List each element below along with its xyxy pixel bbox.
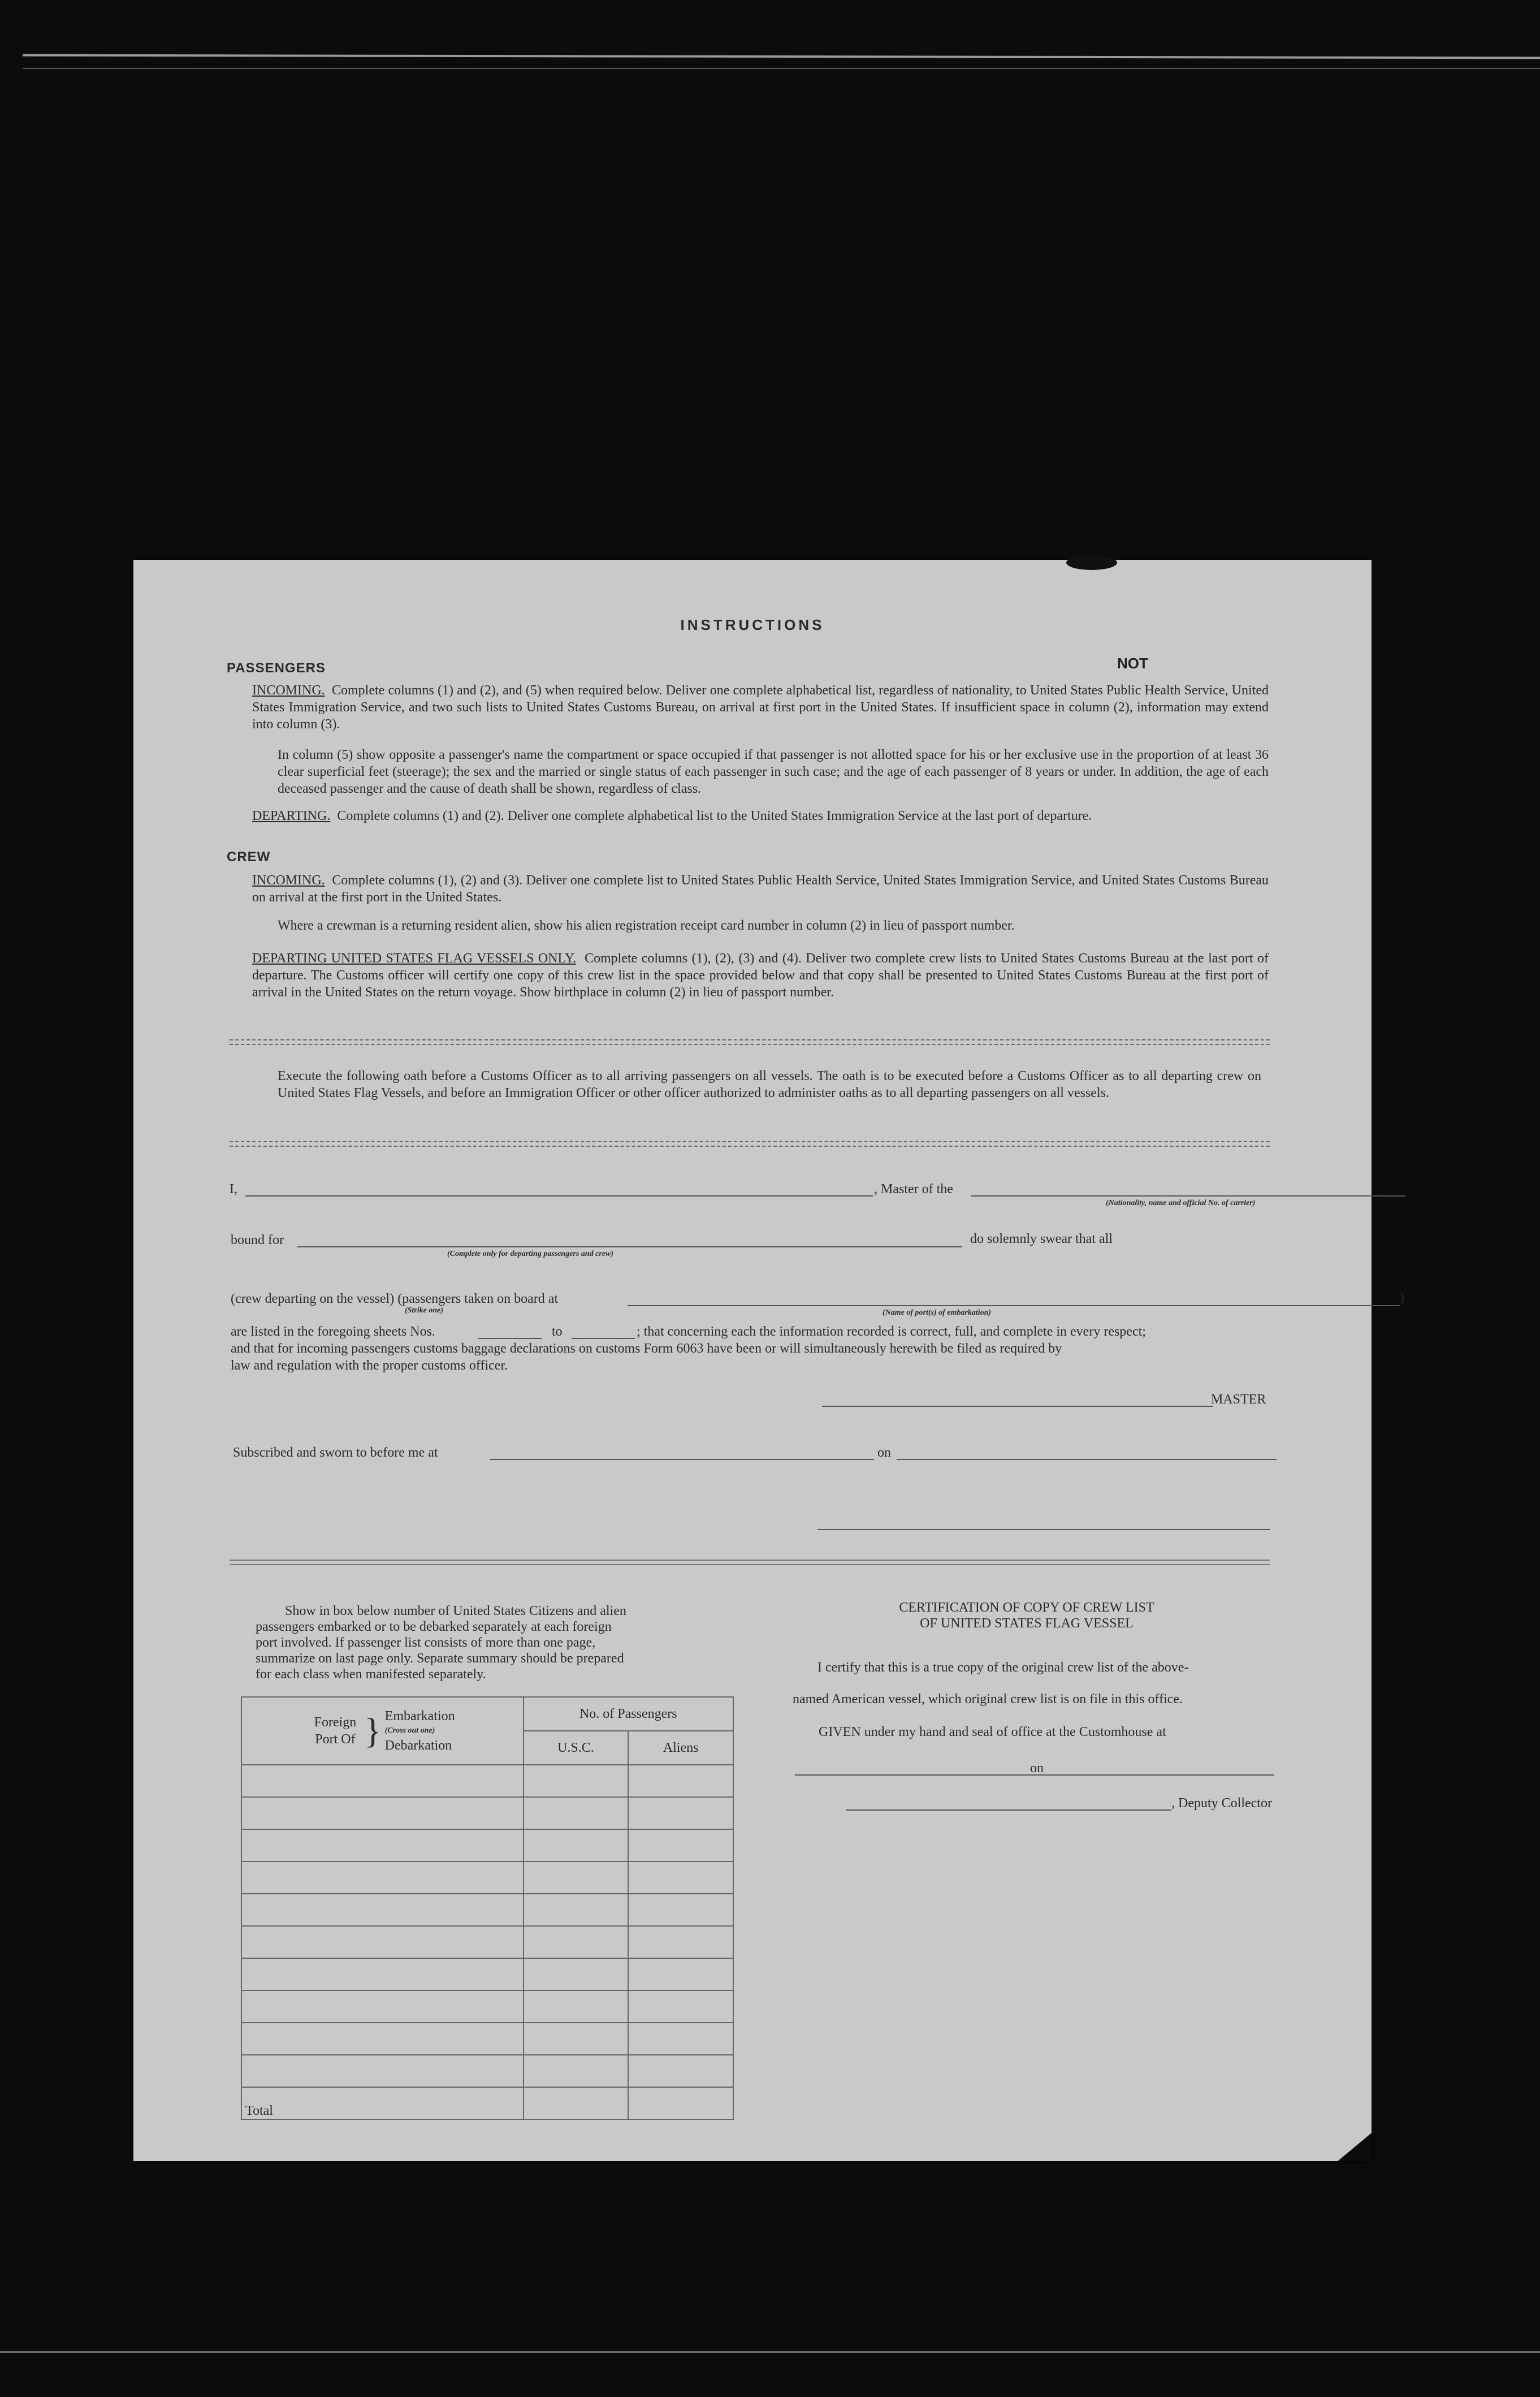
crew-departing-text: Complete columns (1), (2), (3) and (4). Deliver two complete crew lists to United States Customs Bureau at the last port of departure. The Customs officer will certify one copy of this crew list in the space provided below and that copy shall be presented to United States Customs Bureau at the first port of arrival in the United States on the return voyage. Show birthplace in column (2) in lieu of passport number. — [252, 951, 1269, 1000]
usc-total-cell[interactable] — [524, 2087, 629, 2119]
certification-line-1: I certify that this is a true copy of the original crew list of the above- — [817, 1660, 1189, 1675]
usc-cell[interactable] — [524, 2023, 629, 2055]
aliens-cell[interactable] — [628, 1862, 733, 1894]
embarkation-label: Embarkation — [384, 1709, 455, 1724]
aliens-cell[interactable] — [628, 1958, 733, 1990]
certification-line-3: GIVEN under my hand and seal of office at the Customhouse at — [819, 1725, 1166, 1739]
certification-on-label: on — [1030, 1761, 1044, 1776]
port-cell[interactable] — [241, 2023, 524, 2055]
listed-prefix: are listed in the foregoing sheets Nos. — [231, 1324, 435, 1339]
aliens-cell[interactable] — [628, 1797, 733, 1829]
sworn-date-field[interactable] — [897, 1459, 1277, 1460]
usc-cell[interactable] — [524, 1862, 629, 1894]
listed-line2: and that for incoming passengers customs baggage declarations on customs Form 6063 have been or will simultaneously herewith be filed as required by — [231, 1341, 1062, 1356]
oath-instruction: Execute the following oath before a Customs Officer as to all arriving passengers on all vessels. The oath is to be executed before a Customs Officer as to all departing crew on United States Flag Vessels, and before an Immigration Officer or other officer authorized to administer oaths as to all departing passengers on all vessels. — [278, 1069, 1261, 1100]
passengers-incoming-paragraph — [252, 682, 1269, 733]
aliens-cell[interactable] — [628, 1990, 733, 2023]
port-cell[interactable] — [241, 1862, 524, 1894]
table-row — [241, 1862, 733, 1894]
table-row — [241, 2055, 733, 2087]
crew-heading: CREW — [227, 849, 271, 865]
ink-blot — [1066, 555, 1117, 570]
total-label: Total — [241, 2087, 524, 2119]
film-edge-line — [23, 54, 1540, 59]
passengers-incoming-text: Complete columns (1) and (2), and (5) when required below. Deliver one complete alphabetical list, regardless of nationality, to United States Public Health Service, United States Immigration Service, and two such lists to United States Customs Bureau, on arrival at first port in the United States. If insufficient space in column (2), information may extend into column (3). — [252, 683, 1269, 732]
swear-label: do solemnly swear that all — [970, 1232, 1113, 1246]
aliens-cell[interactable] — [628, 1829, 733, 1862]
sworn-place-field[interactable] — [490, 1459, 874, 1460]
usc-header: U.S.C. — [524, 1731, 629, 1765]
port-cell[interactable] — [241, 1958, 524, 1990]
document-page — [133, 560, 1404, 2161]
usc-cell[interactable] — [524, 1926, 629, 1958]
crew-incoming-paragraph — [252, 872, 1269, 906]
deputy-collector-label: , Deputy Collector — [1171, 1796, 1272, 1811]
carrier-field[interactable] — [971, 1195, 1405, 1197]
listed-to: to — [552, 1324, 563, 1339]
stamp-text: NOT — [1117, 655, 1148, 672]
foreign-port-of-label: Foreign Port Of — [314, 1715, 357, 1747]
port-cell[interactable] — [241, 1765, 524, 1797]
usc-cell[interactable] — [524, 2055, 629, 2087]
passengers-heading: PASSENGERS — [227, 660, 326, 676]
aliens-cell[interactable] — [628, 1926, 733, 1958]
deputy-signature-field[interactable] — [846, 1809, 1171, 1811]
crew-incoming-text: Complete columns (1), (2) and (3). Deliver one complete list to United States Public Health Service, United States Immigration Service, and United States Customs Bureau on arrival at the first port in the United States. — [252, 873, 1269, 905]
page-title: INSTRUCTIONS — [680, 616, 825, 633]
divider-3 — [230, 1560, 1270, 1561]
usc-cell[interactable] — [524, 1797, 629, 1829]
table-row — [241, 1894, 733, 1926]
master-signature-field[interactable] — [822, 1406, 1213, 1407]
aliens-total-cell[interactable] — [628, 2087, 733, 2119]
port-cell[interactable] — [241, 1829, 524, 1862]
usc-cell[interactable] — [524, 1765, 629, 1797]
crew-departing-label: (crew departing on the vessel) (passengers taken on board at — [231, 1292, 559, 1306]
passenger-summary-table — [241, 1696, 734, 2120]
usc-cell[interactable] — [524, 1829, 629, 1862]
port-header-cell — [241, 1697, 524, 1765]
bound-note: (Complete only for departing passengers and crew) — [447, 1250, 613, 1258]
certification-line-2: named American vessel, which original crew list is on file in this office. — [793, 1692, 1183, 1707]
aliens-cell[interactable] — [628, 1894, 733, 1926]
table-row — [241, 1958, 733, 1990]
certification-heading-1: CERTIFICATION OF COPY OF CREW LIST — [899, 1600, 1154, 1615]
bound-for-field[interactable] — [297, 1246, 962, 1247]
table-total-row — [241, 2087, 733, 2119]
master-label: MASTER — [1211, 1392, 1266, 1407]
usc-cell[interactable] — [524, 1958, 629, 1990]
divider-2b — [230, 1146, 1270, 1147]
film-edge-bottom — [0, 2351, 1540, 2353]
oath-i-label: I, — [230, 1182, 237, 1197]
listed-line3: law and regulation with the proper customs officer. — [231, 1358, 508, 1373]
carrier-note: (Nationality, name and official No. of carrier) — [1106, 1199, 1256, 1207]
divider-1 — [230, 1039, 1270, 1040]
summary-line-2: passengers embarked or to be debarked separately at each foreign — [256, 1619, 612, 1634]
subscribed-label: Subscribed and sworn to before me at — [233, 1445, 438, 1460]
embark-note: (Name of port(s) of embarkation) — [883, 1308, 992, 1317]
summary-line-3: port involved. If passenger list consists of more than one page, — [256, 1635, 596, 1650]
aliens-cell[interactable] — [628, 2055, 733, 2087]
aliens-header: Aliens — [628, 1731, 733, 1765]
summary-line-4: summarize on last page only. Separate summary should be prepared — [256, 1651, 624, 1666]
embarkation-port-field[interactable] — [628, 1305, 1400, 1306]
crew-departing-label: DEPARTING UNITED STATES FLAG VESSELS ONLY. — [252, 951, 577, 966]
divider-3b — [230, 1564, 1270, 1565]
bound-for-label: bound for — [231, 1233, 284, 1247]
table-row — [241, 1990, 733, 2023]
officer-signature-field[interactable] — [817, 1529, 1270, 1530]
port-cell[interactable] — [241, 1926, 524, 1958]
sheet-from-field[interactable] — [478, 1338, 542, 1339]
strike-one-note: (Strike one) — [405, 1306, 444, 1315]
table-row — [241, 2023, 733, 2055]
page-corner — [1338, 2133, 1372, 2161]
sheet-to-field[interactable] — [572, 1338, 635, 1339]
passengers-column5-paragraph: In column (5) show opposite a passenger's name the compartment or space occupied if that passenger is not allotted space for his or her exclusive use in the proportion of at least 36 clear superficial feet (steerage); the sex and the married or single status of each passenger in such case; and the age of each passenger of 8 years or under. In addition, the age of each deceased passenger and the cause of death shall be shown, regardless of class. — [278, 748, 1269, 796]
certification-heading-2: OF UNITED STATES FLAG VESSEL — [920, 1616, 1134, 1631]
table-row — [241, 1765, 733, 1797]
aliens-cell[interactable] — [628, 2023, 733, 2055]
table-row — [241, 1926, 733, 1958]
no-passengers-header: No. of Passengers — [524, 1697, 733, 1731]
crew-incoming-label: INCOMING. — [252, 873, 325, 888]
divider-2 — [230, 1141, 1270, 1142]
table-row — [241, 1797, 733, 1829]
table-header-row — [241, 1697, 733, 1731]
port-cell[interactable] — [241, 1990, 524, 2023]
usc-cell[interactable] — [524, 1990, 629, 2023]
table-row — [241, 1829, 733, 1862]
listed-suffix: ; that concerning each the information recorded is correct, full, and complete in every respect; — [637, 1324, 1146, 1339]
crew-resident-paragraph: Where a crewman is a returning resident alien, show his alien registration receipt card number in column (2) in lieu of passport number. — [278, 918, 1015, 933]
port-cell[interactable] — [241, 1797, 524, 1829]
divider-1b — [230, 1044, 1270, 1045]
port-cell[interactable] — [241, 1894, 524, 1926]
summary-line-1: Show in box below number of United States Citizens and alien — [285, 1604, 626, 1618]
master-name-field[interactable] — [245, 1195, 873, 1197]
film-edge-line-2 — [23, 68, 1540, 69]
sworn-on-label: on — [877, 1445, 891, 1460]
usc-cell[interactable] — [524, 1894, 629, 1926]
summary-line-5: for each class when manifested separately. — [256, 1667, 486, 1682]
aliens-cell[interactable] — [628, 1765, 733, 1797]
passengers-departing-label: DEPARTING. — [252, 809, 331, 823]
brace-glyph: } — [364, 1711, 382, 1751]
close-paren: ) — [1400, 1290, 1404, 1305]
certification-date-field[interactable] — [1050, 1774, 1274, 1776]
master-of-label: , Master of the — [874, 1182, 953, 1197]
crew-departing-paragraph — [252, 950, 1269, 1001]
debarkation-label: Debarkation — [384, 1738, 452, 1753]
passengers-departing-text: Complete columns (1) and (2). Deliver one complete alphabetical list to the United States Immigration Service at the last port of departure. — [337, 809, 1092, 823]
port-cell[interactable] — [241, 2055, 524, 2087]
passengers-incoming-label: INCOMING. — [252, 683, 325, 698]
cross-out-note: (Cross out one) — [384, 1726, 435, 1735]
passengers-departing-paragraph — [252, 807, 1269, 824]
